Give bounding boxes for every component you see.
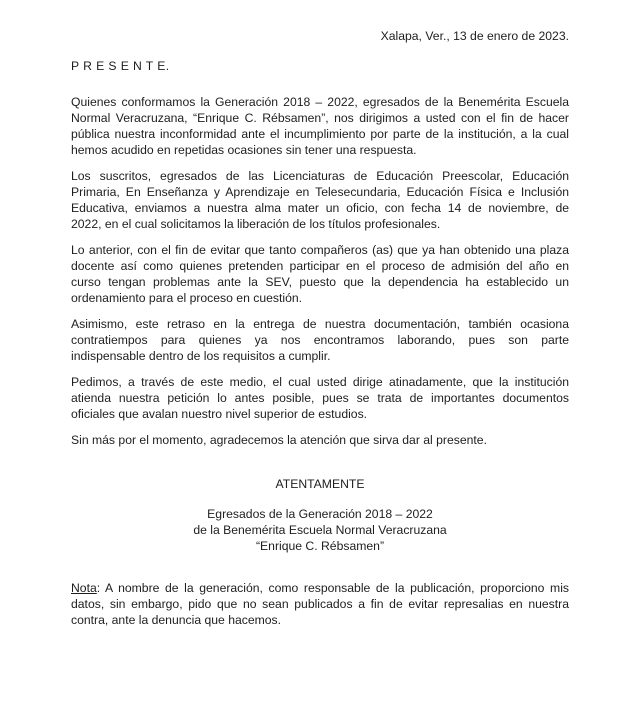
paragraph-farewell: [71, 432, 569, 448]
text-line: Quienes conformamos la Generación 2018 – 2022, egresados de la Benemérita Escuela: [71, 95, 569, 109]
paragraph-licenciaturas: [71, 168, 569, 232]
text-line: atienda nuestra petición lo antes posible, pues se trata de importantes documentos: [71, 391, 569, 405]
text-line: oficiales que avalan nuestro nivel superior de estudios.: [71, 407, 368, 421]
text-line: docente así como quienes pretenden participar en el proceso de admisión del año en: [71, 259, 569, 273]
text-line: pública nuestra inconformidad ante el incumplimiento por parte de la institución, a la cual: [71, 127, 569, 141]
paragraph-lo-anterior: [71, 242, 569, 306]
note-paragraph: [71, 580, 569, 628]
note-label: Nota: [71, 581, 97, 595]
text-line: Asimismo, este retraso en la entrega de nuestra documentación, también ocasiona: [71, 317, 569, 331]
text-line: de la Benemérita Escuela Normal Veracruzana: [193, 523, 447, 537]
text-line: Educativa, enviamos a nuestra alma mater un oficio, con fecha 14 de noviembre, de: [71, 201, 569, 215]
closing-heading: ATENTAMENTE: [275, 477, 365, 491]
text-line: Normal Veracruzana, “Enrique C. Rébsamen”, nos dirigimos a usted con el fin de hacer: [71, 111, 569, 125]
date-line: Xalapa, Ver., 13 de enero de 2023.: [380, 29, 569, 43]
text-line: Los suscritos, egresados de las Licenciaturas de Educación Preescolar, Educación: [71, 169, 569, 183]
text-line: Primaria, En Enseñanza y Aprendizaje en Telesecundaria, Educación Física e Inclusión: [71, 185, 569, 199]
paragraph-pedimos: [71, 374, 569, 422]
note-first-line-rest: : A nombre de la generación, como responsable de la publicación, proporciono mis: [96, 581, 569, 595]
text-line: Lo anterior, con el fin de evitar que tanto compañeros (as) que ya han obtenido una plaza: [71, 243, 569, 257]
note-line: contra, ante la denuncia que hacemos.: [71, 613, 282, 627]
text-line: Egresados de la Generación 2018 – 2022: [207, 507, 433, 521]
text-line: curso tengan problemas ante la SEV, puesto que la dependencia ha establecido un: [71, 275, 569, 289]
salutation-presente: P R E S E N T E.: [71, 59, 170, 73]
text-line: 2022, en el cual solicitamos la liberación de los títulos profesionales.: [71, 217, 441, 231]
text-line: contratiempos para quienes ya nos encontramos laborando, pues son parte: [71, 333, 569, 347]
text-line: Sin más por el momento, agradecemos la atención que sirva dar al presente.: [71, 433, 487, 447]
paragraph-asimismo: [71, 316, 569, 364]
text-line: indispensable dentro de los requisitos a cumplir.: [71, 349, 331, 363]
paragraph-intro: [71, 94, 569, 158]
text-line: “Enrique C. Rébsamen”: [255, 539, 385, 553]
note-line: datos, sin embargo, pido que no sean publicados a fin de evitar represalias en nuestra: [71, 597, 569, 611]
text-line: hemos acudido en repetidas ocasiones sin tener una respuesta.: [71, 143, 417, 157]
text-line: ordenamiento para el proceso en cuestión.: [71, 291, 303, 305]
signature-block: [71, 506, 569, 554]
note-first-line: [71, 580, 569, 596]
text-line: Pedimos, a través de este medio, el cual usted dirige atinadamente, que la institución: [71, 375, 569, 389]
